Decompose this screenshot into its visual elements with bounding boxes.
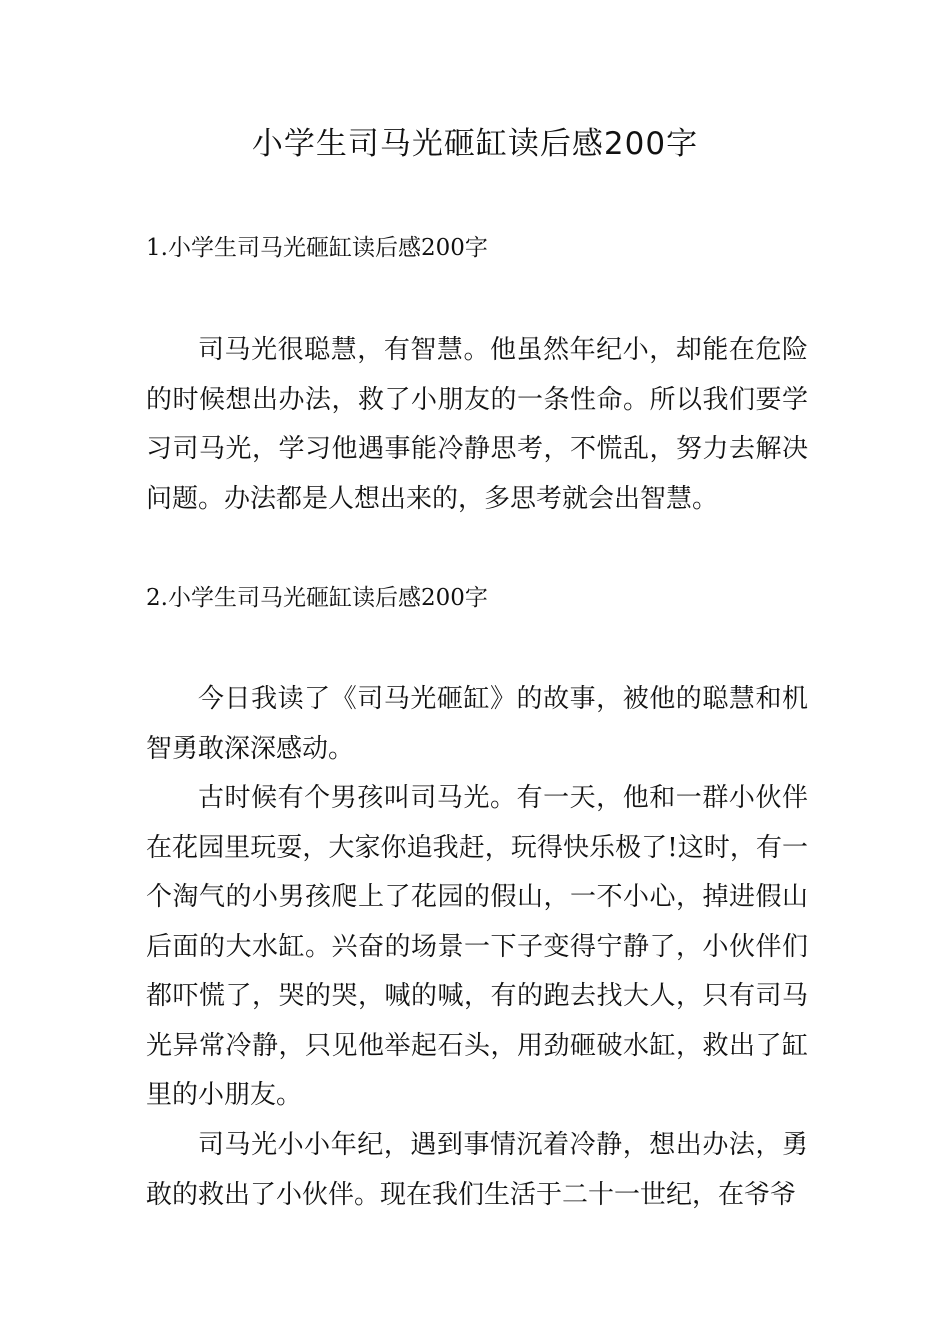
document-title: 小学生司马光砸缸读后感200字 (251, 126, 699, 162)
section-heading-2: 2.小学生司马光砸缸读后感200字 (146, 585, 488, 611)
section-1-paragraph: 司马光很聪慧，有智慧。他虽然年纪小，却能在危险的时候想出办法，救了小朋友的一条性命。所以我们要学习司马光，学习他遇事能冷静思考，不慌乱，努力去解决问题。办法都是人想出来的，多思考就会出智慧。 (146, 335, 808, 514)
section-2-paragraph-2: 古时候有个男孩叫司马光。有一天，他和一群小伙伴在花园里玩耍，大家你追我赶，玩得快乐极了!这时，有一个淘气的小男孩爬上了花园的假山，一不小心，掉进假山后面的大水缸。兴奋的场景一下子变得宁静了，小伙伴们都吓慌了，哭的哭，喊的喊，有的跑去找大人，只有司马光异常冷静，只见他举起石头，用劲砸破水缸，救出了缸里的小朋友。 (146, 783, 808, 1110)
section-2-paragraph-3: 司马光小小年纪，遇到事情沉着冷静，想出办法，勇敢的救出了小伙伴。现在我们生活于二十一世纪，在爷爷 (146, 1130, 808, 1210)
section-2-paragraph-1: 今日我读了《司马光砸缸》的故事，被他的聪慧和机智勇敢深深感动。 (146, 684, 808, 764)
section-heading-1: 1.小学生司马光砸缸读后感200字 (146, 235, 488, 261)
